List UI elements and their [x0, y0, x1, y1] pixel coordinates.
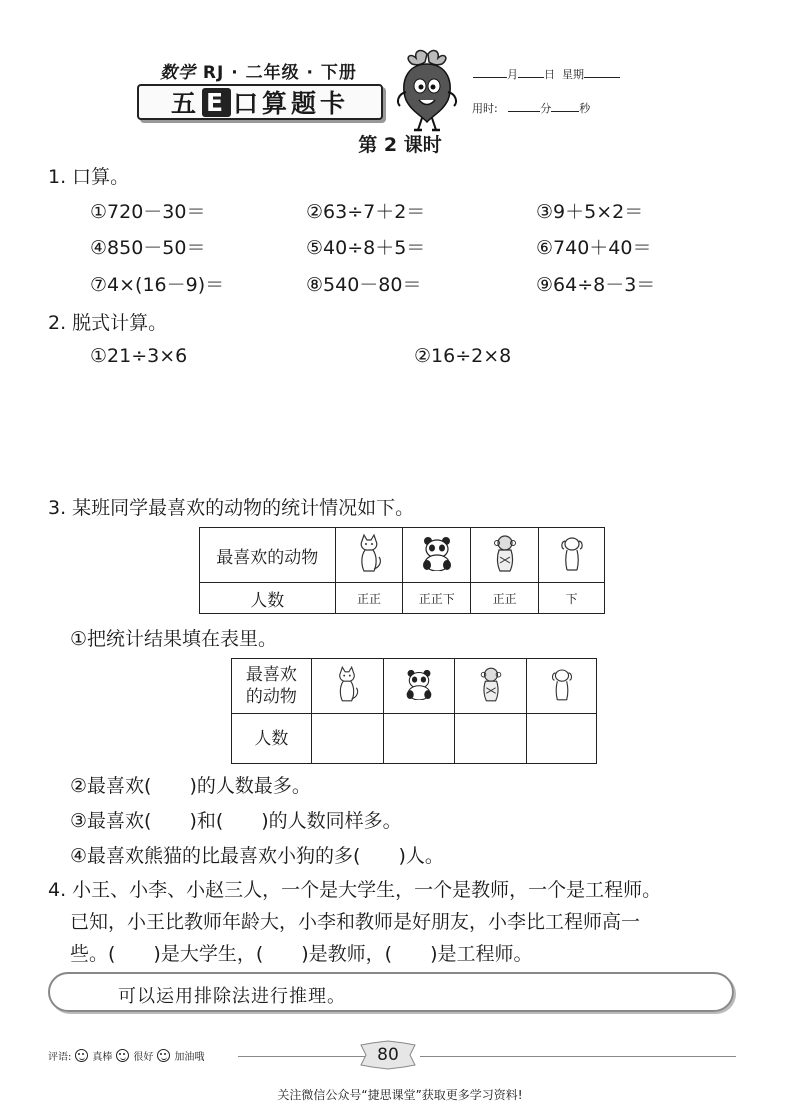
q1-title: 1. 口算。: [48, 166, 130, 188]
beet-mascot-icon: [392, 48, 462, 132]
q4-line-2: 已知，小王比教师年龄大，小李和教师是好朋友，小李比工程师高一: [70, 911, 641, 933]
cat-icon: [354, 533, 384, 573]
q3-sub-3: ③最喜欢( )和( )的人数同样多。: [70, 810, 402, 832]
subject-label: [160, 58, 357, 83]
fill-table-header-line-1: 最喜欢: [245, 665, 297, 685]
page-number: 80: [377, 1045, 399, 1065]
fill-in-table: [231, 658, 597, 764]
time-label: 用时:: [472, 102, 498, 115]
q1-item-9: ⑨64÷8－3＝: [536, 274, 656, 296]
fill-table-count-label: 人数: [232, 714, 312, 764]
q2-item-1: ①21÷3×6: [90, 345, 188, 367]
q1-item-7: ⑦4×(16－9)＝: [90, 274, 225, 296]
q3-sub-1: ①把统计结果填在表里。: [70, 628, 278, 650]
q4-line-1: 4. 小王、小李、小赵三人，一个是大学生，一个是教师，一个是工程师。: [48, 879, 662, 901]
q3-sub-4: ④最喜欢熊猫的比最喜欢小狗的多( )人。: [70, 845, 444, 867]
q1-item-8: ⑧540－80＝: [306, 274, 422, 296]
rating-great: 真棒: [92, 1052, 113, 1063]
q1-item-5: ⑤40÷8＋5＝: [306, 237, 426, 259]
tally-table-count-label: 人数: [200, 583, 336, 614]
q4-line-3: 些。( )是大学生，( )是教师，( )是工程师。: [70, 943, 533, 965]
q2-item-2: ②16÷2×8: [414, 345, 512, 367]
time-fill-line: [472, 100, 590, 116]
week-label: 星期: [562, 68, 584, 81]
day-label: 日: [544, 68, 555, 81]
cat-icon: [333, 665, 361, 703]
grade-info: RJ · 二年级 · 下册: [202, 63, 357, 83]
rating-keep-going: 加油哦: [174, 1052, 205, 1063]
footer-note: 关注微信公众号“捷思课堂”获取更多学习资料!: [277, 1088, 523, 1102]
dog-icon: [548, 666, 576, 702]
fill-animal-monkey: [455, 659, 527, 714]
tally-animal-dog: [539, 528, 605, 583]
footer-divider-right: [420, 1056, 736, 1057]
fill-cell-cat[interactable]: [311, 714, 383, 764]
tally-dog: 下: [539, 583, 605, 614]
q3-title: 3. 某班同学最喜欢的动物的统计情况如下。: [48, 497, 415, 519]
q2-title: 2. 脱式计算。: [48, 312, 168, 334]
tally-panda: 正正下: [403, 583, 471, 614]
rating-label: 评语:: [48, 1052, 72, 1063]
fill-cell-panda[interactable]: [383, 714, 455, 764]
dog-icon: [557, 534, 587, 572]
tally-table: [199, 527, 605, 614]
fill-animal-cat: [311, 659, 383, 714]
fill-table-header-line-2: 的动物: [245, 687, 297, 707]
page-number-badge: [360, 1040, 416, 1070]
q3-sub-2: ②最喜欢( )的人数最多。: [70, 775, 311, 797]
panda-icon: [420, 535, 454, 571]
smiley-face-icon[interactable]: [75, 1049, 88, 1062]
panda-icon: [404, 668, 434, 700]
rating-row: [48, 1048, 204, 1063]
monkey-icon: [490, 533, 520, 573]
hint-text: 可以运用排除法进行推理。: [118, 986, 346, 1007]
tally-animal-monkey: [471, 528, 539, 583]
title-part-b: 口算题卡: [233, 89, 350, 118]
tally-table-header-label: 最喜欢的动物: [200, 528, 336, 583]
monkey-icon: [477, 665, 505, 703]
rating-good: 很好: [133, 1052, 154, 1063]
fill-table-header-label: [232, 659, 312, 714]
fill-cell-monkey[interactable]: [455, 714, 527, 764]
title-e-badge: E: [202, 88, 231, 117]
smiley-face-icon[interactable]: [116, 1049, 129, 1062]
subject-name: 数学: [160, 63, 196, 83]
fill-cell-dog[interactable]: [527, 714, 597, 764]
minute-label: 分: [540, 102, 552, 115]
second-label: 秒: [579, 102, 591, 115]
q1-item-1: ①720－30＝: [90, 201, 206, 223]
tally-animal-cat: [335, 528, 403, 583]
title-part-a: 五: [170, 89, 200, 118]
smiley-face-icon[interactable]: [157, 1049, 170, 1062]
q1-item-6: ⑥740＋40＝: [536, 237, 652, 259]
date-fill-line: [473, 66, 620, 82]
tally-monkey: 正正: [471, 583, 539, 614]
tally-animal-panda: [403, 528, 471, 583]
q1-item-3: ③9＋5×2＝: [536, 201, 644, 223]
month-label: 月: [507, 68, 518, 81]
tally-cat: 正正: [335, 583, 403, 614]
title-banner: [137, 84, 383, 120]
lesson-title: 第 2 课时: [358, 134, 442, 156]
fill-animal-dog: [527, 659, 597, 714]
q1-item-2: ②63÷7＋2＝: [306, 201, 426, 223]
q1-item-4: ④850－50＝: [90, 237, 206, 259]
fill-animal-panda: [383, 659, 455, 714]
footer-divider-left: [238, 1056, 376, 1057]
